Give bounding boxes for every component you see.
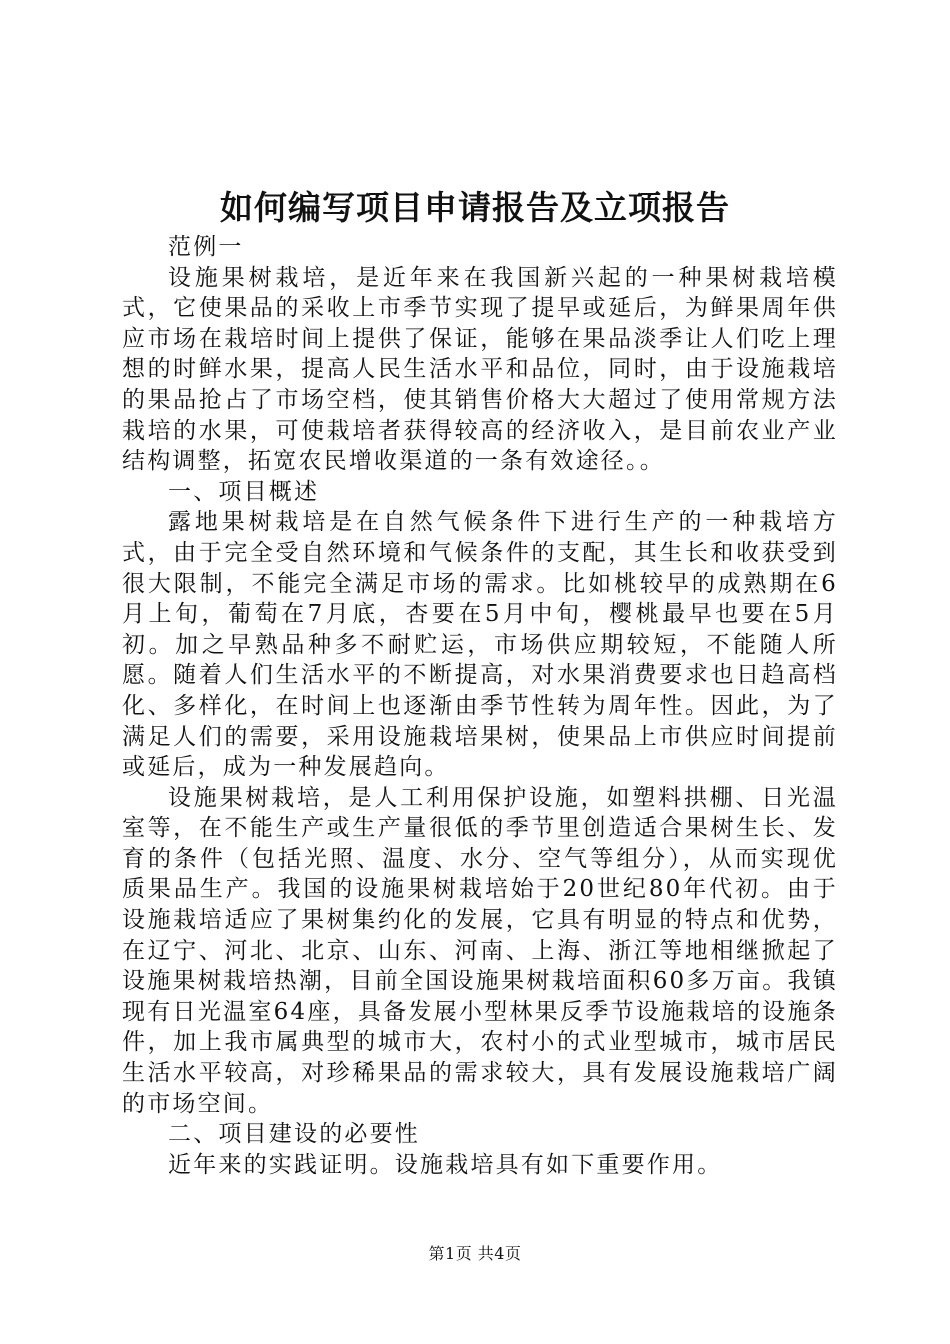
section-heading-overview: 一、项目概述 bbox=[168, 478, 320, 505]
paragraph-intro: 设施果树栽培，是近年来在我国新兴起的一种果树栽培模式，它使果品的采收上市季节实现了提早或延后，为鲜果周年供应市场在栽培时间上提供了保证，能够在果品淡季让人们吃上理想的时鲜水果，提高人民生活水平和品位，同时，由于设施栽培的果品抢占了市场空档，使其销售价格大大超过了使用常规方法栽培的水果，可使栽培者获得较高的经济收入，是目前农业产业结构调整，拓宽农民增收渠道的一条有效途径。。 bbox=[122, 264, 838, 475]
section-heading-necessity: 二、项目建设的必要性 bbox=[168, 1121, 420, 1148]
paragraph-facility-cultivation: 设施果树栽培，是人工利用保护设施，如塑料拱棚、日光温室等，在不能生产或生产量很低的季节里创造适合果树生长、发育的条件（包括光照、温度、水分、空气等组分），从而实现优质果品生产。我国的设施果树栽培始于20世纪80年代初。由于设施栽培适应了果树集约化的发展，它具有明显的特点和优势，在辽宁、河北、北京、山东、河南、上海、浙江等地相继掀起了设施果树栽培热潮，目前全国设施果树栽培面积60多万亩。我镇现有日光温室64座，具备发展小型林果反季节设施栽培的设施条件，加上我市属典型的城市大，农村小的式业型城市，城市居民生活水平较高，对珍稀果品的需求较大，具有发展设施栽培广阔的市场空间。 bbox=[122, 784, 838, 1117]
paragraph-practice: 近年来的实践证明。设施栽培具有如下重要作用。 bbox=[168, 1151, 723, 1178]
paragraph-open-field: 露地果树栽培是在自然气候条件下进行生产的一种栽培方式，由于完全受自然环境和气候条件的支配，其生长和收获受到很大限制，不能完全满足市场的需求。比如桃较早的成熟期在6月上旬，葡萄在7月底，杏要在5月中旬，樱桃最早也要在5月初。加之早熟品种多不耐贮运，市场供应期较短，不能随人所愿。随着人们生活水平的不断提高，对水果消费要求也日趋高档化、多样化，在时间上也逐渐由季节性转为周年性。因此，为了满足人们的需要，采用设施栽培果树，使果品上市供应时间提前或延后，成为一种发展趋向。 bbox=[122, 509, 838, 781]
page-footer: 第1页 共4页 bbox=[428, 1244, 522, 1263]
paragraph-example-label: 范例一 bbox=[168, 234, 244, 260]
document-title: 如何编写项目申请报告及立项报告 bbox=[220, 188, 730, 227]
document-body bbox=[122, 232, 838, 1180]
